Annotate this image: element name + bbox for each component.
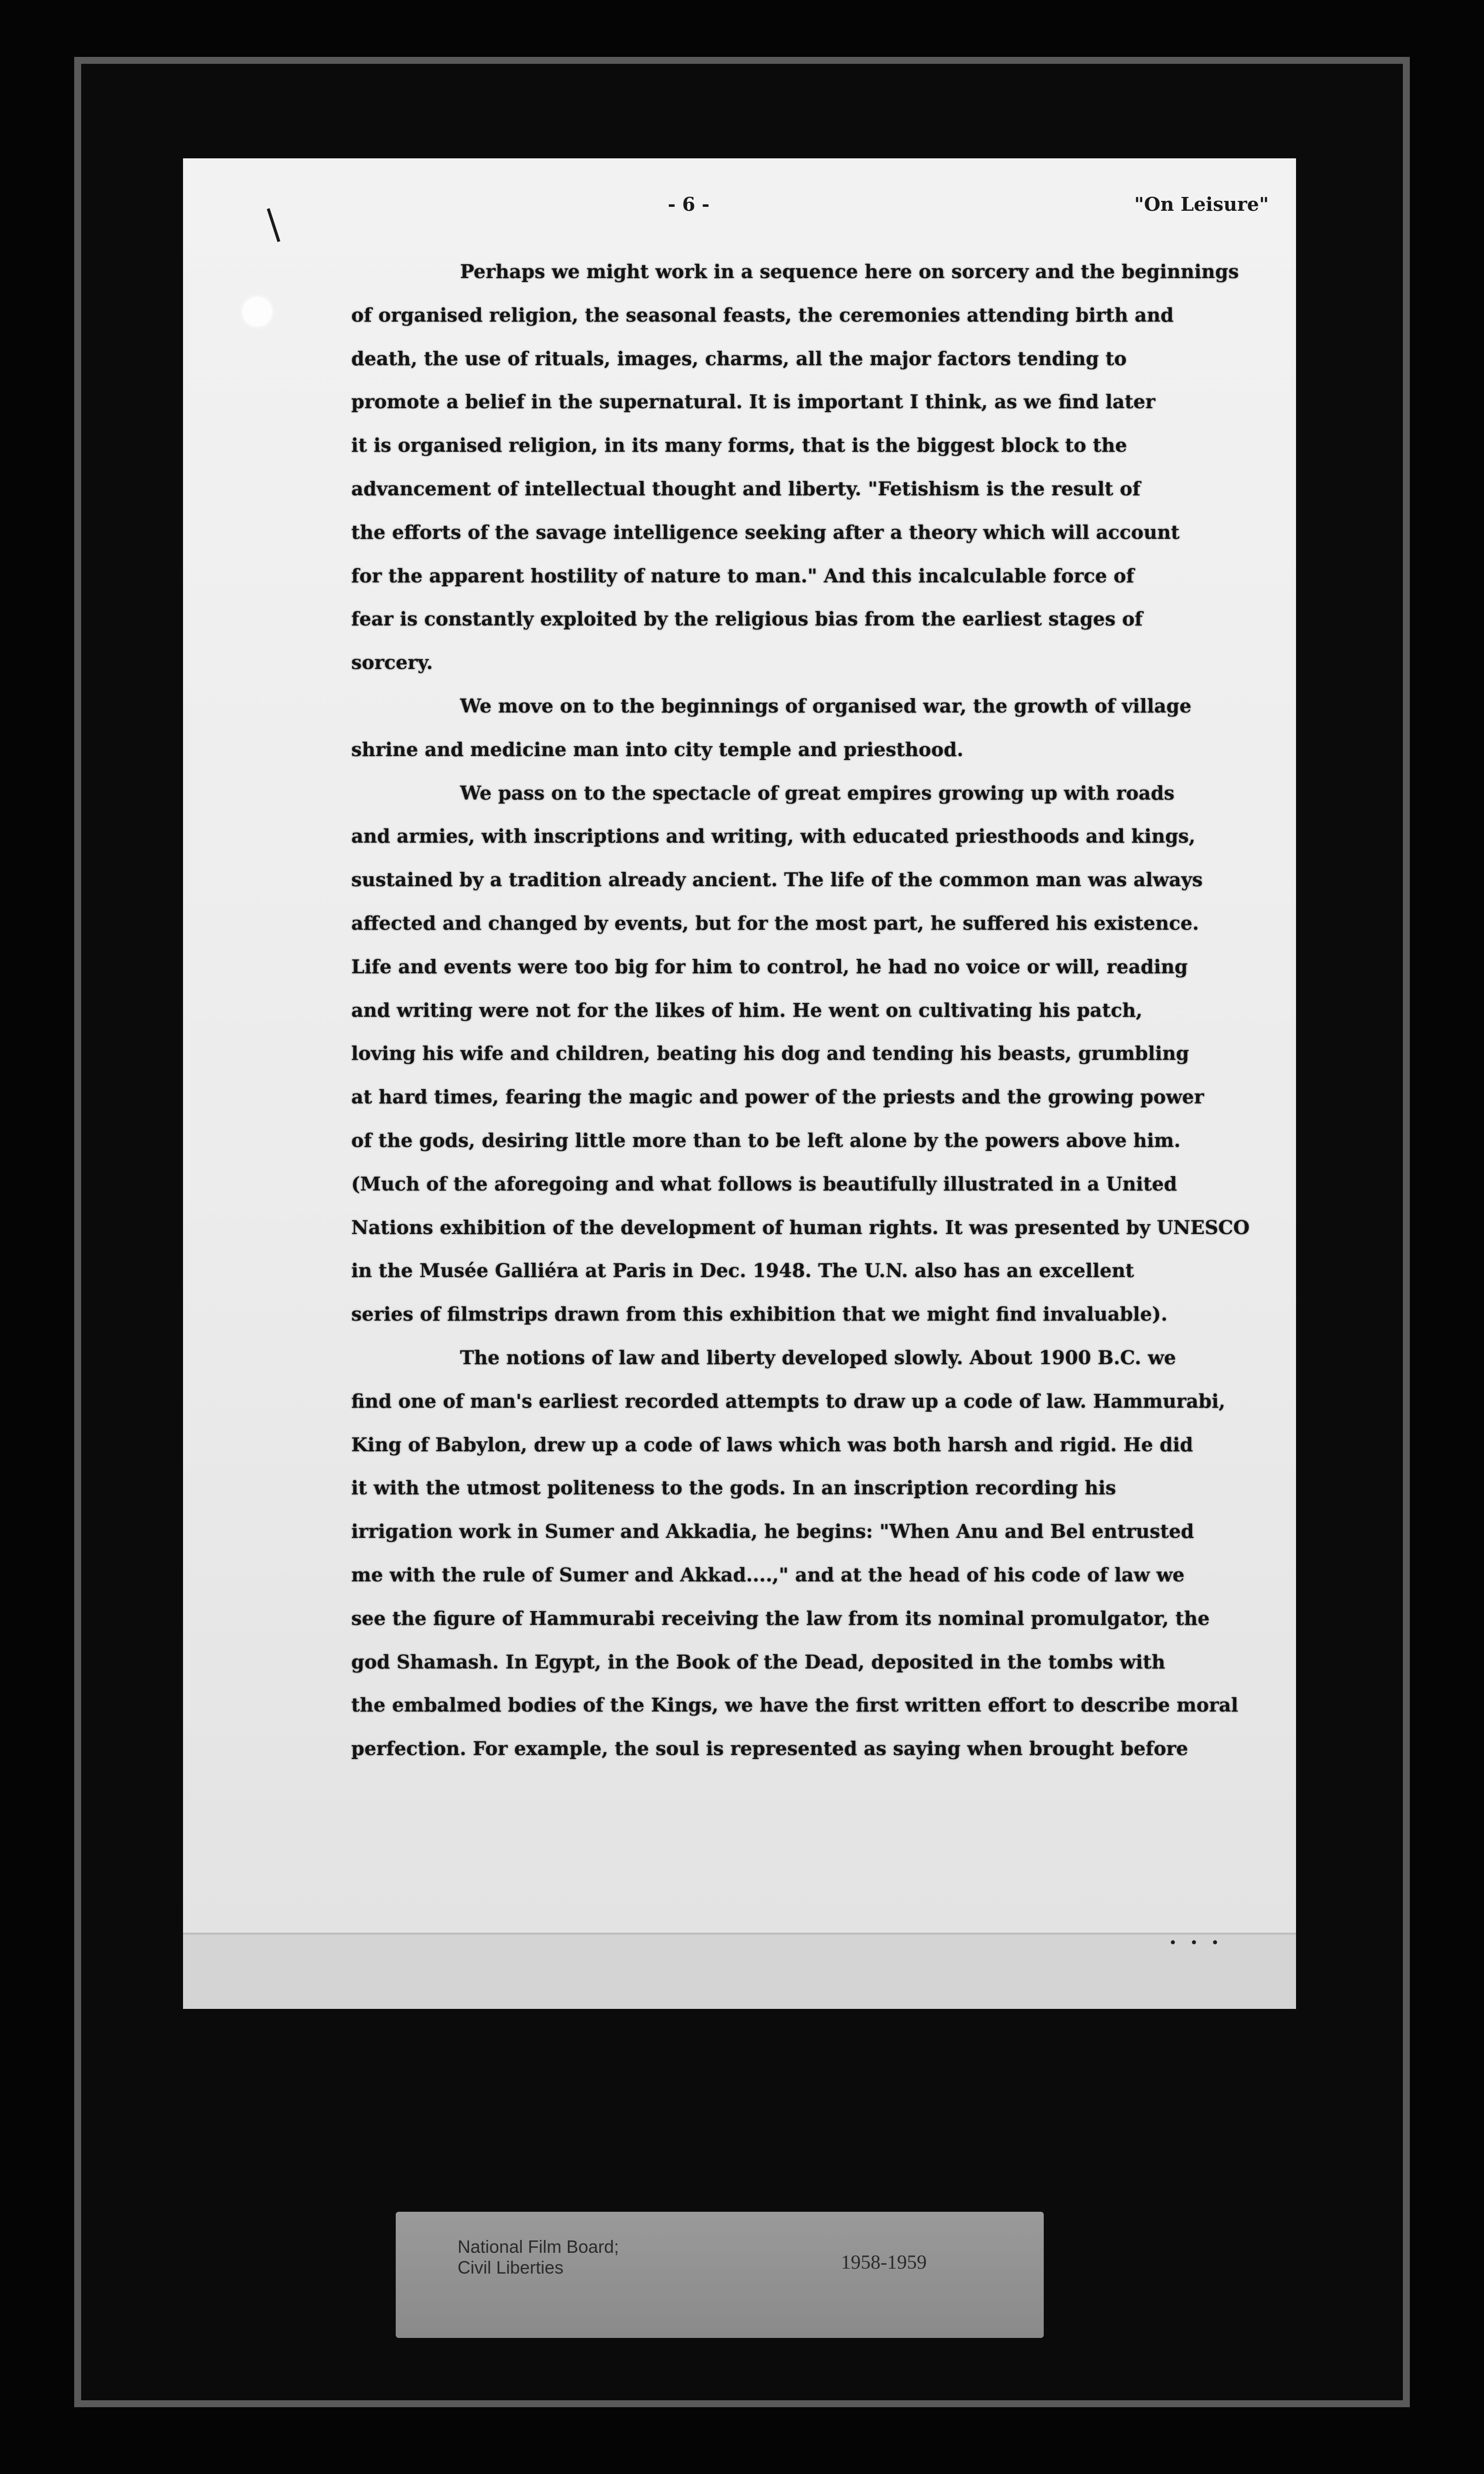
text-line: in the Musée Galliéra at Paris in Dec. 1948. The U.N. also has an excellent bbox=[351, 1259, 1134, 1282]
text-line: promote a belief in the supernatural. It is important I think, as we find later bbox=[351, 390, 1156, 413]
document-page bbox=[183, 158, 1296, 2009]
punch-hole bbox=[242, 297, 272, 327]
page-number: - 6 - bbox=[668, 193, 710, 215]
text-line: The notions of law and liberty developed slowly. About 1900 B.C. we bbox=[460, 1346, 1176, 1369]
body-text bbox=[351, 250, 1252, 1770]
text-line: (Much of the aforegoing and what follows is beautifully illustrated in a United bbox=[351, 1172, 1177, 1195]
text-line: god Shamash. In Egypt, in the Book of the Dead, deposited in the tombs with bbox=[351, 1650, 1165, 1673]
text-line: sustained by a tradition already ancient. The life of the common man was always bbox=[351, 868, 1203, 891]
text-line: the embalmed bodies of the Kings, we have the first written effort to describe moral bbox=[351, 1694, 1239, 1716]
text-line: and writing were not for the likes of him. He went on cultivating his patch, bbox=[351, 999, 1143, 1021]
text-line: Perhaps we might work in a sequence here on sorcery and the beginnings bbox=[460, 260, 1239, 283]
text-line: it with the utmost politeness to the gods. In an inscription recording his bbox=[351, 1476, 1116, 1499]
text-line: advancement of intellectual thought and liberty. "Fetishism is the result of bbox=[351, 477, 1141, 500]
archive-label bbox=[396, 2212, 1044, 2338]
text-line: irrigation work in Sumer and Akkadia, he begins: "When Anu and Bel entrusted bbox=[351, 1520, 1194, 1543]
archive-source-line: Civil Liberties bbox=[458, 2257, 564, 2278]
text-line: see the figure of Hammurabi receiving the law from its nominal promulgator, the bbox=[351, 1607, 1210, 1629]
text-line: series of filmstrips drawn from this exhibition that we might find invaluable). bbox=[351, 1303, 1168, 1326]
text-line: for the apparent hostility of nature to man." And this incalculable force of bbox=[351, 564, 1134, 587]
archive-years: 1958-1959 bbox=[841, 2251, 927, 2273]
text-line: find one of man's earliest recorded attempts to draw up a code of law. Hammurabi, bbox=[351, 1389, 1226, 1412]
running-title: "On Leisure" bbox=[1134, 193, 1269, 215]
text-line: sorcery. bbox=[351, 651, 433, 674]
text-line: the efforts of the savage intelligence seeking after a theory which will account bbox=[351, 521, 1180, 543]
text-line: shrine and medicine man into city temple and priesthood. bbox=[351, 738, 964, 761]
continuation-marker: . . . bbox=[1169, 1924, 1222, 1950]
text-line: death, the use of rituals, images, charms, all the major factors tending to bbox=[351, 347, 1127, 370]
text-line: affected and changed by events, but for the most part, he suffered his existence. bbox=[351, 911, 1199, 934]
text-line: of organised religion, the seasonal feasts, the ceremonies attending birth and bbox=[351, 303, 1174, 326]
text-line: Life and events were too big for him to control, he had no voice or will, reading bbox=[351, 955, 1188, 978]
text-line: We pass on to the spectacle of great empires growing up with roads bbox=[460, 781, 1175, 804]
text-line: me with the rule of Sumer and Akkad....," and at the head of his code of law we bbox=[351, 1563, 1185, 1586]
archive-source bbox=[458, 2236, 619, 2278]
text-line: fear is constantly exploited by the religious bias from the earliest stages of bbox=[351, 608, 1143, 630]
page-header bbox=[183, 193, 1296, 233]
text-line: We move on to the beginnings of organised war, the growth of village bbox=[460, 694, 1192, 717]
text-line: of the gods, desiring little more than to be left alone by the powers above him. bbox=[351, 1129, 1181, 1151]
archive-source-line: National Film Board; bbox=[458, 2236, 619, 2257]
text-line: loving his wife and children, beating his dog and tending his beasts, grumbling bbox=[351, 1042, 1189, 1065]
text-line: King of Babylon, drew up a code of laws which was both harsh and rigid. He did bbox=[351, 1433, 1193, 1456]
text-line: it is organised religion, in its many forms, that is the biggest block to the bbox=[351, 434, 1127, 457]
text-line: and armies, with inscriptions and writing, with educated priesthoods and kings, bbox=[351, 825, 1196, 848]
text-line: at hard times, fearing the magic and power of the priests and the growing power bbox=[351, 1086, 1204, 1108]
page-bottom-strip bbox=[183, 1933, 1296, 2009]
text-line: perfection. For example, the soul is represented as saying when brought before bbox=[351, 1737, 1188, 1760]
text-line: Nations exhibition of the development of human rights. It was presented by UNESCO bbox=[351, 1216, 1250, 1238]
